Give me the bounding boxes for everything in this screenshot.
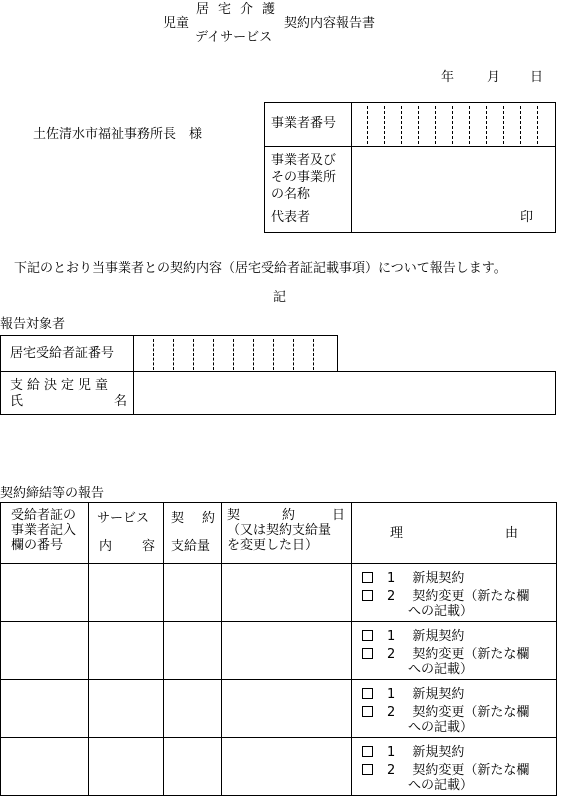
checkbox-new[interactable] <box>362 572 373 583</box>
representative-label: 代表者 <box>271 210 311 225</box>
cell-contract-amount <box>164 564 222 622</box>
table-row <box>1 680 557 738</box>
cell-reason: 1 新規契約 2 契約変更（新たな欄 への記載） <box>352 622 557 680</box>
cell-cert-number <box>1 622 89 680</box>
cell-service-content <box>89 622 164 680</box>
reason-option-change[interactable]: 2 契約変更（新たな欄 <box>352 647 556 662</box>
cell-cert-number <box>1 680 89 738</box>
contract-heading: 契約締結等の報告 <box>0 486 105 501</box>
cell-contract-date <box>222 564 352 622</box>
reason-option-new[interactable]: 1 新規契約 <box>352 687 556 702</box>
checkbox-new[interactable] <box>362 688 373 699</box>
title-line-2-right: 契約内容報告書 <box>284 16 376 31</box>
header-cert-number: 受給者証の 事業者記入 欄の番号 <box>1 503 89 564</box>
header-service-content: サービス 内 容 <box>89 503 164 564</box>
table-header-row <box>1 503 557 564</box>
subject-heading: 報告対象者 <box>0 317 66 332</box>
cell-service-content <box>89 738 164 796</box>
reason-option-change[interactable]: 2 契約変更（新たな欄 <box>352 705 556 720</box>
provider-name-label-3: の名称 <box>271 187 311 202</box>
cert-number-label: 居宅受給者証番号 <box>10 346 115 361</box>
reason-option-change[interactable]: 2 契約変更（新たな欄 <box>352 589 556 604</box>
cell-contract-date <box>222 622 352 680</box>
header-contract-date: 契 約 日 （又は契約支給量 を変更した日） <box>222 503 352 564</box>
cell-service-content <box>89 564 164 622</box>
cell-reason: 1 新規契約 2 契約変更（新たな欄 への記載） <box>352 564 557 622</box>
title-line-3: デイサービス <box>195 30 273 45</box>
provider-number-label: 事業者番号 <box>271 116 337 131</box>
cell-service-content <box>89 680 164 738</box>
cell-contract-date <box>222 738 352 796</box>
cell-reason: 1 新規契約 2 契約変更（新たな欄 への記載） <box>352 738 557 796</box>
provider-name-label-1: 事業者及び <box>271 153 337 168</box>
child-name-label-2-right: 名 <box>114 394 128 409</box>
cell-contract-date <box>222 680 352 738</box>
checkbox-new[interactable] <box>362 746 373 757</box>
title-line-1: 居宅介護 <box>196 2 285 17</box>
seal-mark: 印 <box>520 210 534 225</box>
provider-name-label-2: その事業所 <box>271 170 337 185</box>
checkbox-change[interactable] <box>362 764 373 775</box>
reason-option-new[interactable]: 1 新規契約 <box>352 629 556 644</box>
addressee: 土佐清水市福祉事務所長 様 <box>33 127 203 142</box>
child-name-label-1: 支給決定児童 <box>10 378 113 393</box>
contract-table <box>0 502 557 796</box>
reason-option-new[interactable]: 1 新規契約 <box>352 571 556 586</box>
checkbox-change[interactable] <box>362 706 373 717</box>
ki-mark: 記 <box>273 290 287 305</box>
cell-reason: 1 新規契約 2 契約変更（新たな欄 への記載） <box>352 680 557 738</box>
checkbox-change[interactable] <box>362 590 373 601</box>
cell-cert-number <box>1 564 89 622</box>
date-year: 年 <box>441 70 455 85</box>
title-line-2-left: 児童 <box>163 16 190 31</box>
table-row <box>1 738 557 796</box>
cell-cert-number <box>1 738 89 796</box>
checkbox-change[interactable] <box>362 648 373 659</box>
checkbox-new[interactable] <box>362 630 373 641</box>
table-row <box>1 622 557 680</box>
header-reason: 理 由 <box>352 503 557 564</box>
table-row <box>1 564 557 622</box>
cell-contract-amount <box>164 680 222 738</box>
reason-option-change[interactable]: 2 契約変更（新たな欄 <box>352 763 556 778</box>
child-name-label-2-left: 氏 <box>10 394 24 409</box>
date-month: 月 <box>487 70 501 85</box>
intro-text: 下記のとおり当事業者との契約内容（居宅受給者証記載事項）について報告します。 <box>14 261 507 276</box>
date-day: 日 <box>530 70 544 85</box>
reason-option-new[interactable]: 1 新規契約 <box>352 745 556 760</box>
header-contract-amount: 契 約 支給量 <box>164 503 222 564</box>
cell-contract-amount <box>164 738 222 796</box>
cell-contract-amount <box>164 622 222 680</box>
